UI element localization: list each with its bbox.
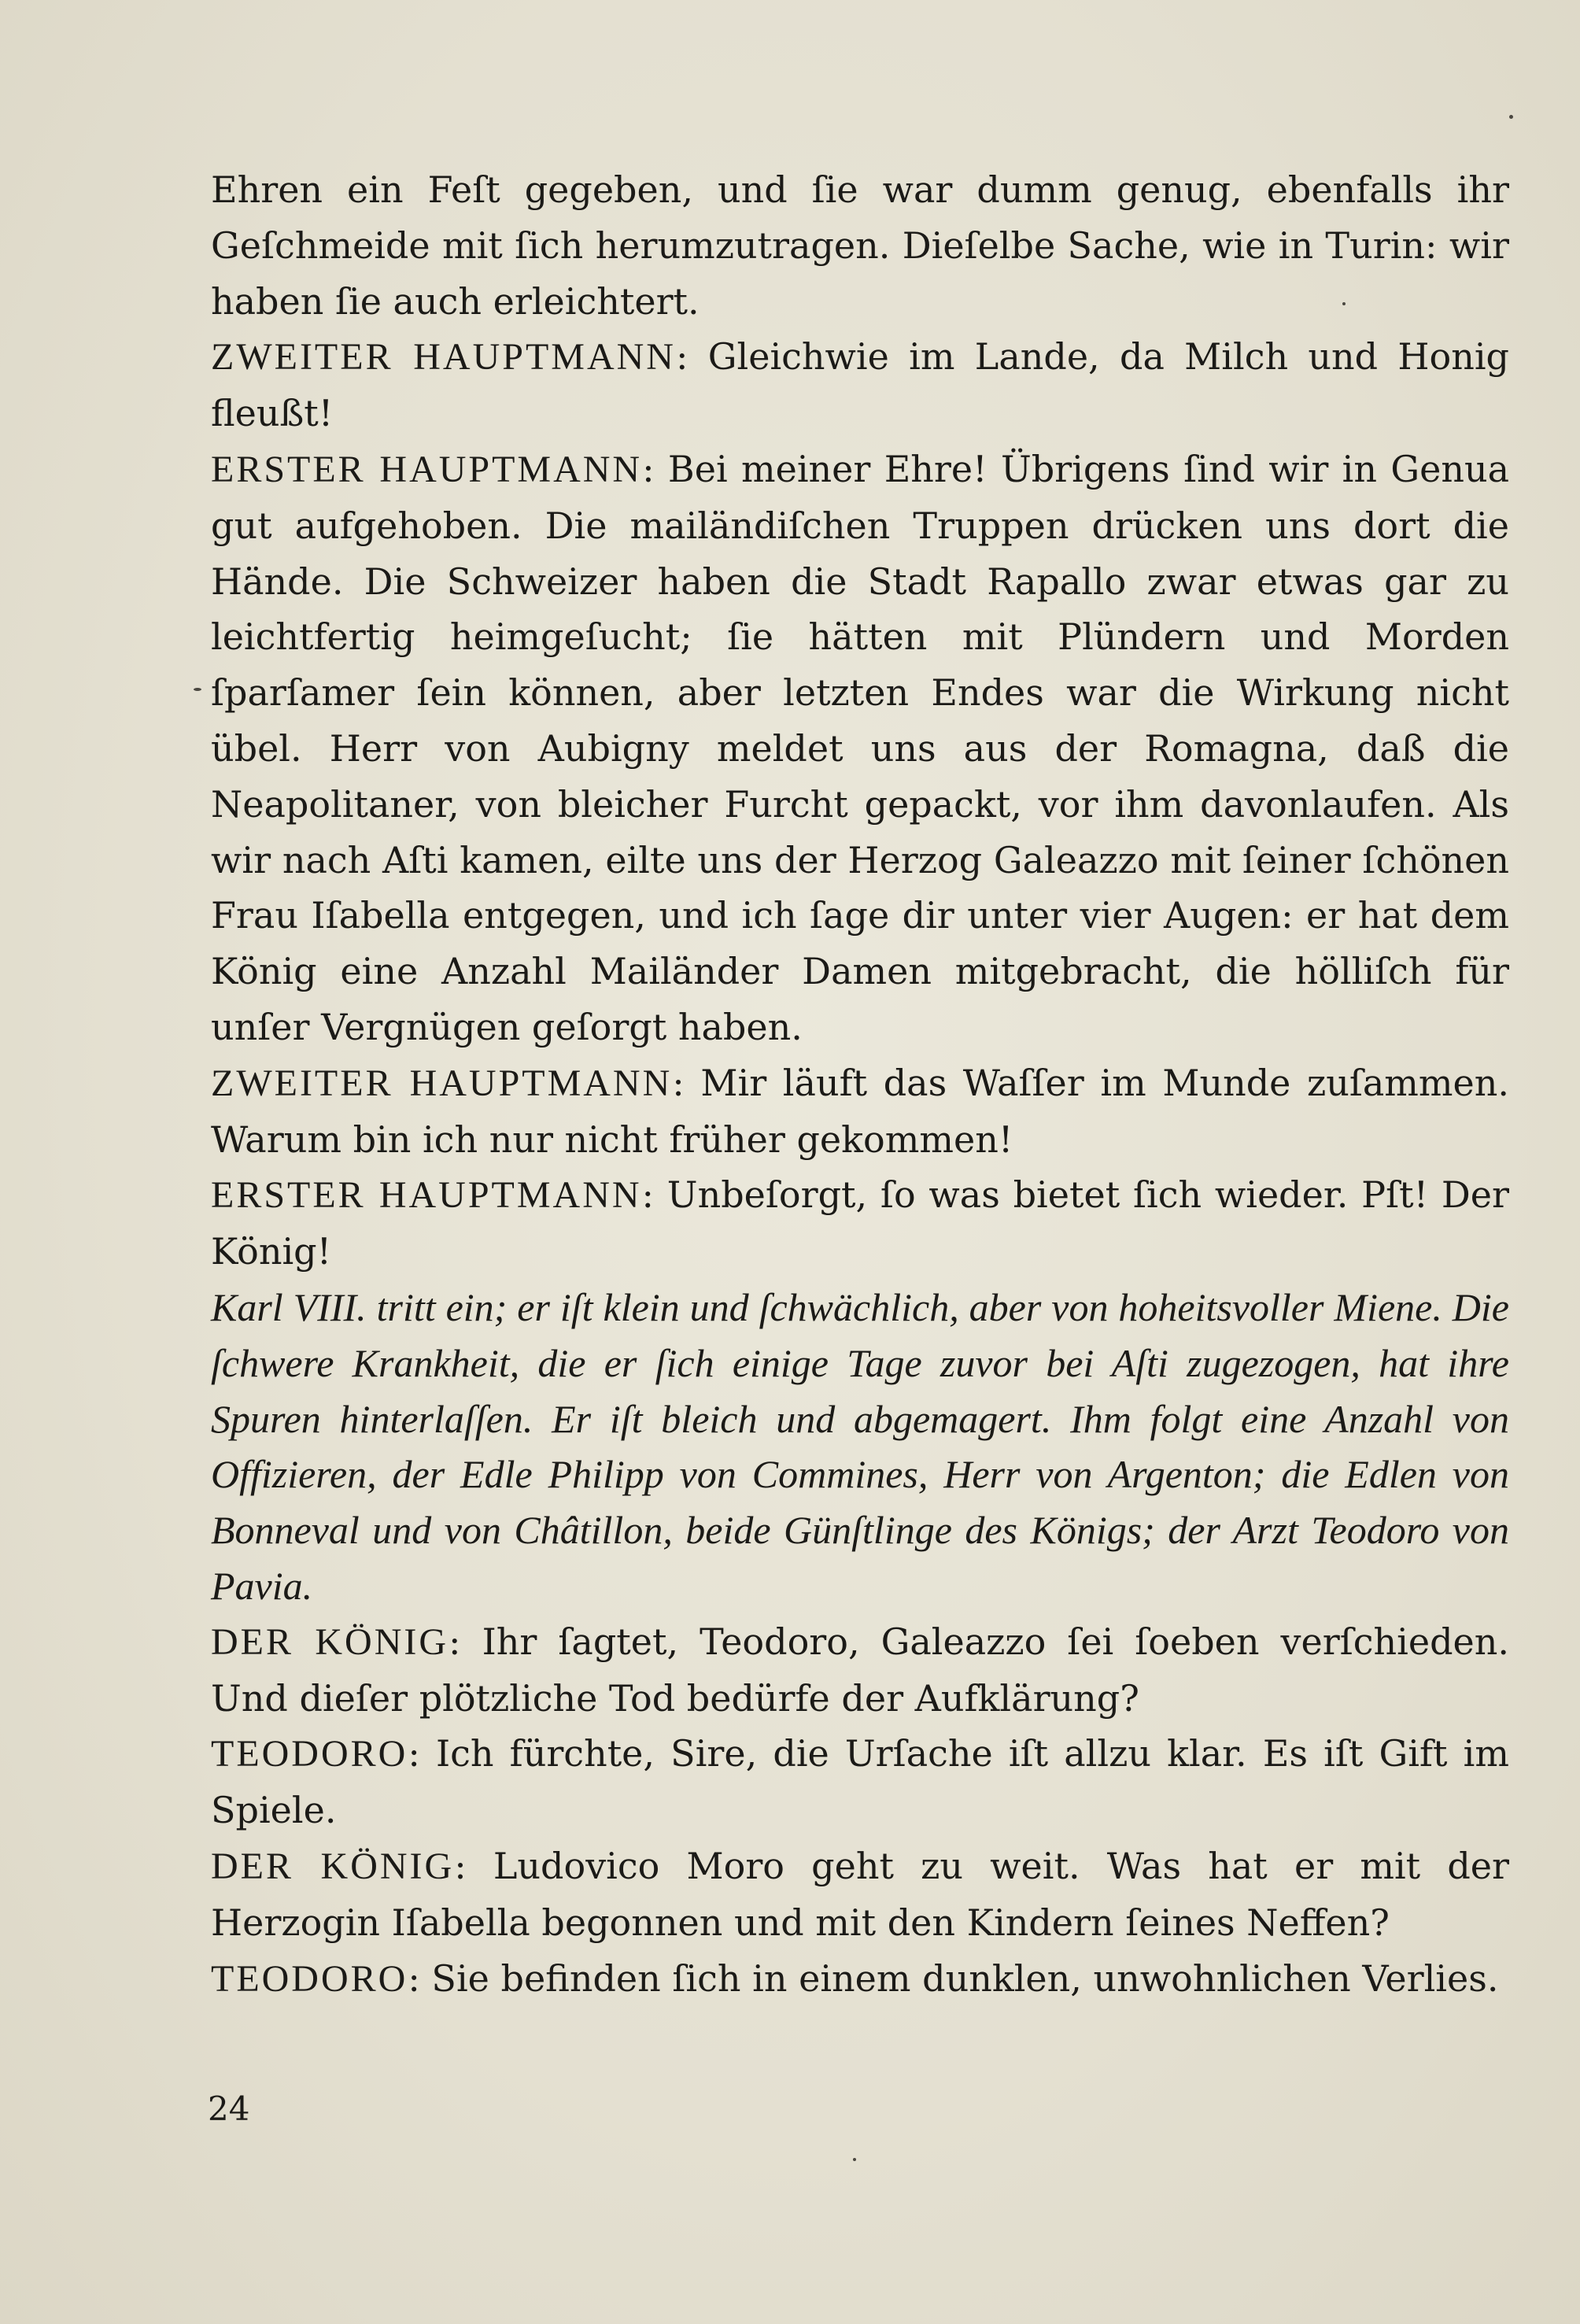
dialogue-text: : Ich fürchte, Sire, die Urſache iſt allzu klar. Es iſt Gift im Spiele. <box>211 1732 1509 1832</box>
paragraph-text: Ehren ein Feſt gegeben, und ſie war dumm genug, ebenfalls ihr Geſchmeide mit ſich herumzutragen. Dieſelbe Sache, wie in Turin: wir haben ſie auch erleichtert. <box>211 168 1509 323</box>
page-text <box>211 162 1509 2007</box>
dialogue-line <box>211 1614 1509 1727</box>
dialogue-line <box>211 442 1509 1055</box>
print-speck <box>194 688 201 691</box>
paragraph-continuation <box>211 162 1509 329</box>
dialogue-text: : Unbeſorgt, ſo was bietet ſich wieder. Pſt! Der König! <box>211 1173 1509 1273</box>
stage-direction: Karl VIII. tritt ein; er iſt klein und ſchwächlich, aber von hoheitsvoller Miene. Die ſchwere Krankheit, die er ſich einige Tage zuvor bei Aſti zugezogen, hat ihre Spuren hinterlaſſen. Er iſt bleich und abgemagert. Ihm folgt eine Anzahl von Offizieren, der Edle Philipp von Commines, Herr von Argenton; die Edlen von Bonneval und von Châtillon, beide Günſtlinge des Königs; der Arzt Teodoro von Pavia. <box>211 1284 1509 1608</box>
dialogue-text: : Gleichwie im Lande, da Milch und Honig fleußt! <box>211 335 1509 435</box>
speaker-name: TEODORO <box>211 1957 408 2000</box>
dialogue-text: : Ihr ſagtet, Teodoro, Galeazzo ſei ſoeben verſchieden. Und dieſer plötzliche Tod bedürfe der Aufklärung? <box>211 1620 1510 1720</box>
dialogue-text: : Bei meiner Ehre! Übrigens ſind wir in Genua gut aufgehoben. Die mailändiſchen Truppen drücken uns dort die Hände. Die Schweizer haben die Stadt Rapallo zwar etwas gar zu leichtfertig heimgeſucht; ſie hätten mit Plündern und Morden ſparſamer ſein können, aber letzten Endes war die Wirkung nicht übel. Herr von Aubigny meldet uns aus der Romagna, daß die Neapolitaner, von bleicher Furcht gepackt, vor ihm davonlaufen. Als wir nach Aſti kamen, eilte uns der Herzog Galeazzo mit ſeiner ſchönen Frau Iſabella entgegen, und ich ſage dir unter vier Augen: er hat dem König eine Anzahl Mailänder Damen mitgebracht, die hölliſch für unſer Vergnügen geſorgt haben. <box>211 447 1509 1048</box>
print-speck <box>1342 302 1346 305</box>
dialogue-text: : Sie befinden ſich in einem dunklen, unwohnlichen Verlies. <box>408 1956 1499 2000</box>
dialogue-line <box>211 1167 1509 1280</box>
dialogue-text: : Ludovico Moro geht zu weit. Was hat er mit der Herzogin Iſabella begonnen und mit den Kindern ſeines Neffen? <box>211 1844 1510 1944</box>
dialogue-line <box>211 1951 1509 2008</box>
speaker-name: ERSTER HAUPTMANN <box>211 1174 642 1217</box>
speaker-name: ERSTER HAUPTMANN <box>211 448 643 490</box>
print-speck <box>1509 115 1513 119</box>
speaker-name: ZWEITER HAUPTMANN <box>211 336 676 379</box>
dialogue-line <box>211 329 1509 442</box>
page-number: 24 <box>208 2089 250 2128</box>
dialogue-line <box>211 1055 1509 1168</box>
dialogue-line <box>211 1838 1509 1951</box>
dialogue-line <box>211 1726 1509 1838</box>
speaker-name: ZWEITER HAUPTMANN <box>211 1062 673 1104</box>
speaker-name: DER KÖNIG <box>211 1845 455 1887</box>
print-speck <box>853 2158 856 2161</box>
speaker-name: TEODORO <box>211 1733 408 1775</box>
dialogue-text: : Mir läuft das Waſſer im Munde zuſammen. Warum bin ich nur nicht früher gekommen! <box>211 1061 1509 1161</box>
speaker-name: DER KÖNIG <box>211 1620 449 1663</box>
